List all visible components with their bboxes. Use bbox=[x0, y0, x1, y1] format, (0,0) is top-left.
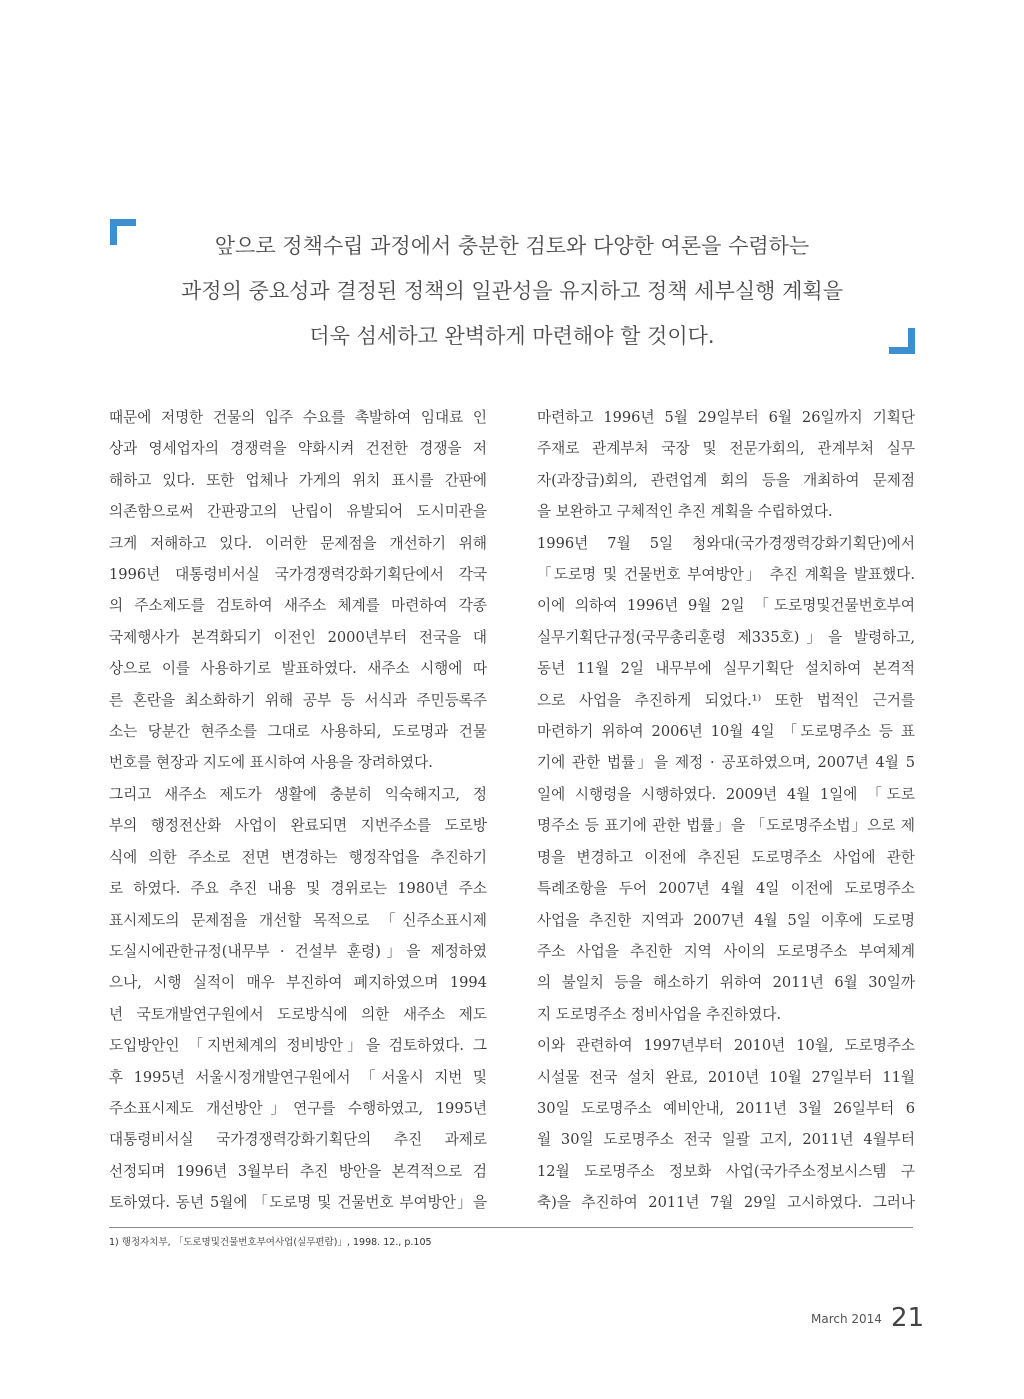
body-text-line: 실무기획단규정(국무총리훈령 제335호)」을 발령하고, bbox=[537, 628, 915, 646]
footnote-divider bbox=[109, 1227, 913, 1228]
pull-quote-line: 더욱 섬세하고 완벽하게 마련해야 할 것이다. bbox=[309, 324, 715, 348]
body-text-line: 번호를 현장과 지도에 표시하여 사용을 장려하였다. bbox=[109, 754, 433, 772]
body-text-line: 1996년 7월 5일 청와대(국가경쟁력강화기획단)에서 bbox=[537, 534, 915, 552]
body-text-line: 년 국토개발연구원에서 도로방식에 의한 새주소 제도 bbox=[109, 1005, 487, 1023]
body-text-line: 지 도로명주소 정비사업을 추진하였다. bbox=[537, 1005, 782, 1023]
body-text-line: 축)을 추진하여 2011년 7월 29일 고시하였다. 그러나 bbox=[537, 1194, 915, 1212]
footnote: 1) 행정자치부, 「도로명및건물번호부여사업(실무편람)」, 1998. 12., p.105 bbox=[109, 1237, 432, 1248]
body-text-line: 의 불일치 등을 해소하기 위하여 2011년 6월 30일까 bbox=[537, 974, 915, 992]
close-bracket-ornament bbox=[889, 328, 915, 354]
body-text-line: 이와 관련하여 1997년부터 2010년 10월, 도로명주소 bbox=[537, 1037, 915, 1055]
pull-quote-line: 과정의 중요성과 결정된 정책의 일관성을 유지하고 정책 세부실행 계획을 bbox=[181, 279, 843, 303]
body-text-line: 마련하기 위하여 2006년 10월 4일 「도로명주소 등 표 bbox=[537, 723, 915, 741]
body-text-line: 로 하였다. 주요 추진 내용 및 경위로는 1980년 주소 bbox=[109, 880, 487, 898]
pull-quote bbox=[150, 224, 874, 359]
body-text-line: 대통령비서실 국가경쟁력강화기획단의 추진 과제로 bbox=[109, 1131, 487, 1149]
body-text-line: 으나, 시행 실적이 매우 부진하여 폐지하였으며 1994 bbox=[109, 974, 487, 992]
body-text-line: 명을 변경하고 이전에 추진된 도로명주소 사업에 관한 bbox=[537, 848, 915, 866]
body-text-line: 소는 당분간 현주소를 그대로 사용하되, 도로명과 건물 bbox=[109, 723, 487, 741]
body-text-line: 른 혼란을 최소화하기 위해 공부 등 서식과 주민등록주 bbox=[109, 691, 487, 709]
body-text-line: 국제행사가 본격화되기 이전인 2000년부터 전국을 대 bbox=[109, 628, 487, 646]
body-text-line: 시설물 전국 설치 완료, 2010년 10월 27일부터 11월 bbox=[537, 1068, 915, 1086]
body-text-line: 그리고 새주소 제도가 생활에 충분히 익숙해지고, 정 bbox=[109, 785, 487, 803]
body-text-line: 식에 의한 주소로 전면 변경하는 행정작업을 추진하기 bbox=[109, 848, 487, 866]
body-text-line: 자(과장급)회의, 관련업계 회의 등을 개최하여 문제점 bbox=[537, 471, 915, 489]
body-text-line: 선정되며 1996년 3월부터 추진 방안을 본격적으로 검 bbox=[109, 1162, 487, 1180]
body-text-line: 월 30일 도로명주소 전국 일괄 고지, 2011년 4월부터 bbox=[537, 1131, 915, 1149]
right-column bbox=[537, 402, 915, 1219]
body-text-line: 부의 행정전산화 사업이 완료되면 지번주소를 도로방 bbox=[109, 817, 487, 835]
body-text-line: 을 보완하고 구체적인 추진 계획을 수립하였다. bbox=[537, 503, 833, 521]
body-text-line: 의 주소제도를 검토하여 새주소 체계를 마련하여 각종 bbox=[109, 597, 487, 615]
body-text-line: 후 1995년 서울시정개발연구원에서 「서울시 지번 및 bbox=[109, 1068, 487, 1086]
body-text-line: 마련하고 1996년 5월 29일부터 6월 26일까지 기획단 bbox=[537, 409, 915, 426]
body-text-line: 상으로 이를 사용하기로 발표하였다. 새주소 시행에 따 bbox=[109, 660, 487, 678]
open-bracket-ornament bbox=[110, 219, 136, 245]
body-text-line: 명주소 등 표기에 관한 법률」을 「도로명주소법」으로 제 bbox=[537, 817, 915, 835]
left-column bbox=[109, 402, 487, 1219]
pull-quote-line: 앞으로 정책수립 과정에서 충분한 검토와 다양한 여론을 수렴하는 bbox=[214, 234, 810, 258]
body-text-line: 사업을 추진한 지역과 2007년 4월 5일 이후에 도로명 bbox=[537, 911, 915, 929]
page-footer bbox=[811, 1303, 924, 1333]
body-text-line: 의존함으로써 간판광고의 난립이 유발되어 도시미관을 bbox=[109, 503, 487, 521]
body-text-line: 주소 사업을 추진한 지역 사이의 도로명주소 부여체계 bbox=[537, 942, 915, 960]
body-text-line: 1996년 대통령비서실 국가경쟁력강화기획단에서 각국 bbox=[109, 566, 487, 584]
body-text-line: 동년 11월 2일 내무부에 실무기획단 설치하여 본격적 bbox=[537, 660, 915, 678]
page-number: 21 bbox=[891, 1303, 925, 1333]
body-text-line: 해하고 있다. 또한 업체나 가게의 위치 표시를 간판에 bbox=[109, 471, 487, 489]
body-text-line: 기에 관한 법률」을 제정 · 공포하였으며, 2007년 4월 5 bbox=[537, 754, 915, 772]
body-text-line: 도실시에관한규정(내무부 · 건설부 훈령)」을 제정하였 bbox=[109, 942, 487, 960]
body-text-line: 「도로명 및 건물번호 부여방안」 추진 계획을 발표했다. bbox=[537, 566, 915, 584]
body-text-line: 12월 도로명주소 정보화 사업(국가주소정보시스템 구 bbox=[537, 1162, 915, 1180]
body-text-line: 특례조항을 두어 2007년 4월 4일 이전에 도로명주소 bbox=[537, 880, 915, 898]
body-text-line: 토하였다. 동년 5월에 「도로명 및 건물번호 부여방안」을 bbox=[109, 1194, 487, 1212]
body-text-line: 표시제도의 문제점을 개선할 목적으로 「신주소표시제 bbox=[109, 911, 487, 929]
body-text-line: 주재로 관계부처 국장 및 전문가회의, 관계부처 실무 bbox=[537, 440, 915, 458]
issue-date: March 2014 bbox=[811, 1312, 882, 1326]
body-text-line: 때문에 저명한 건물의 입주 수요를 촉발하여 임대료 인 bbox=[109, 409, 487, 426]
body-text-line: 으로 사업을 추진하게 되었다.¹⁾ 또한 법적인 근거를 bbox=[537, 691, 915, 709]
body-text-line: 크게 저해하고 있다. 이러한 문제점을 개선하기 위해 bbox=[109, 534, 487, 552]
body-text-line: 상과 영세업자의 경쟁력을 약화시켜 건전한 경쟁을 저 bbox=[109, 440, 487, 458]
body-text-line: 도입방안인 「지번체계의 정비방안」을 검토하였다. 그 bbox=[109, 1037, 487, 1055]
body-text-line: 이에 의하여 1996년 9월 2일 「도로명및건물번호부여 bbox=[537, 597, 915, 615]
body-text-line: 일에 시행령을 시행하였다. 2009년 4월 1일에 「도로 bbox=[537, 785, 915, 803]
body-text-line: 주소표시제도 개선방안」연구를 수행하였고, 1995년 bbox=[109, 1099, 487, 1117]
body-text-line: 30일 도로명주소 예비안내, 2011년 3월 26일부터 6 bbox=[537, 1099, 915, 1117]
